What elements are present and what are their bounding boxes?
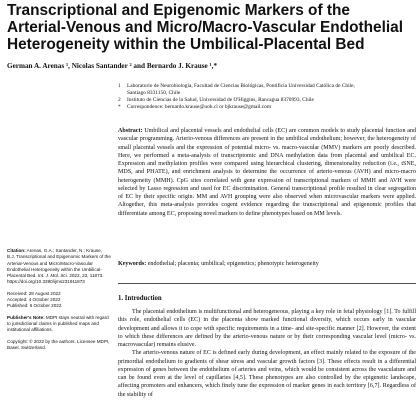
- copyright-text: Copyright: © 2022 by the authors. Licensee MDPI, Basel, Switzerland.: [7, 338, 110, 350]
- accepted-date: Accepted: 4 October 2022: [7, 297, 61, 303]
- paragraph: The placental endothelium is multifunctional and heterogeneous, playing a key role in fetal physiology [1]. To fulfill this role, endothelial cells (EC) in the placenta show marked functional diversity, which occurs early in vascular development and allows it to cope with specific requirements in a time- and site-specific manner [2]. However, the extent to which these differences are defined by the arterio-venous nature or by their corresponding vascular level (micro- vs. macrovascular) remains elusive.: [118, 309, 416, 348]
- copyright: [7, 339, 111, 352]
- received-date: Received: 28 August 2022: [7, 290, 61, 296]
- citation: [7, 248, 111, 286]
- affiliation-line: Instituto de Ciencias de la Salud, Universidad de O'Higgins, Rancagua 8370993, Chile: [127, 97, 314, 104]
- abstract-label: Abstract:: [118, 128, 143, 134]
- citation-label: Citation:: [7, 248, 26, 253]
- correspondence: [118, 104, 416, 111]
- affiliations: [118, 83, 416, 111]
- abstract-text: Umbilical and placental vessels and endothelial cells (EC) are common models to study placental function and vascular programming. Arterio-venous differences are present in the umbilical endothelium; however, the heterogeneity of small placental vessels and the expression of potential micro- vs. macro-vascular (MMV) markers are poorly described. Here, we performed a meta-analysis of transcriptomic and DNA methylation data from placental and umbilical EC. Expression and methylation profiles were compared using hierarchical clustering, dimensionality reduction (i.e., tSNE, MDS, and PHATE), and enrichment analysis to determine the occurrence of arterio-venous (AVH) and micro-macro heterogeneity (MMH). CpG sites correlated with gene expression of transcriptional markers of MMH and AVH were selected by Lasso regression and used for EC discrimination. General transcriptional profile resulted in clear segregation of EC by their specific origin. MM and AVH grouping were also observed when microvascular markers were applied. Altogether, this meta-analysis provides cogent evidence regarding the transcriptional and epigenomic profiles that differentiate among EC, proposing novel markers to define phenotypes based on MM levels.: [118, 128, 416, 217]
- citation-text: Arenas, G.A.; Santander, N.; Krause, B.J. Transcriptional and Epigenomic Markers of the Arterial-Venous and Micro/Macro-Vascular Endothelial Heterogeneity within the Umbilical-Placental Bed.: [7, 248, 111, 279]
- keywords-text: endothelial; placenta; umbilical; epigenetics; phenotypic heterogeneity: [147, 261, 319, 267]
- author-list: German A. Arenas ¹, Nicolas Santander ² and Bernardo J. Krause ¹,*: [7, 62, 218, 70]
- section-heading: 1. Introduction: [118, 295, 162, 302]
- affiliation-line: Laboratorio de Neurobiología, Facultad de Ciencias Biológicas, Pontificia Universidad Católica de Chile,: [127, 83, 355, 89]
- introduction-body: [118, 308, 416, 399]
- published-date: Published: 6 October 2022: [7, 303, 62, 309]
- affiliation-line: Santiago 8331150, Chile: [127, 90, 181, 97]
- paper-title: Transcriptional and Epigenomic Markers of the Arterial-Venous and Micro/Macro-Vascular Endothelial Heterogeneity within the Umbilical-Placental Bed: [7, 2, 403, 53]
- keywords: [118, 260, 416, 268]
- publisher-note-text: MDPI stays neutral with regard to jurisdictional claims in published maps and institutional affiliations.: [7, 314, 109, 333]
- affiliation-text: [127, 83, 355, 97]
- affiliation-number: 2: [118, 97, 121, 104]
- abstract: [118, 127, 416, 218]
- publisher-note: [7, 315, 111, 334]
- affiliation-1: [118, 83, 416, 97]
- publisher-note-label: Publisher's Note:: [7, 314, 45, 320]
- journal-details: 2022, 23, 11873. https://doi.org/10.3390/ijms231911873: [7, 273, 104, 285]
- journal-name: Int. J. Mol. Sci.: [37, 273, 69, 279]
- affiliation-number: 1: [118, 83, 121, 89]
- paragraph: The arterio-venous nature of EC is defined early during development, an effect mainly related to the exposure of the primordial endothelium to gradients of shear stress and vascular growth factors [3]. These effects result in a differential expression of genes between the endothelium of arteries and veins, which would be consistent across the vasculature and can be found even at the level of capillaries [4,5]. These phenotypes are also controlled by the epigenetic landscape, affecting promoters and enhancers, which finely tune the expression of marker genes in each territory [6,7]. Regardless of the stability of: [118, 350, 416, 398]
- dates: [7, 291, 111, 310]
- article-info-sidebar: [7, 248, 111, 356]
- affiliation-2: [118, 97, 416, 104]
- keywords-label: Keywords:: [118, 261, 147, 267]
- affiliation-number: *: [118, 104, 121, 111]
- section-divider: [118, 283, 416, 284]
- correspondence-line: Correspondence: bernardo.krause@uoh.cl or bjkrause@gmail.com: [127, 104, 272, 111]
